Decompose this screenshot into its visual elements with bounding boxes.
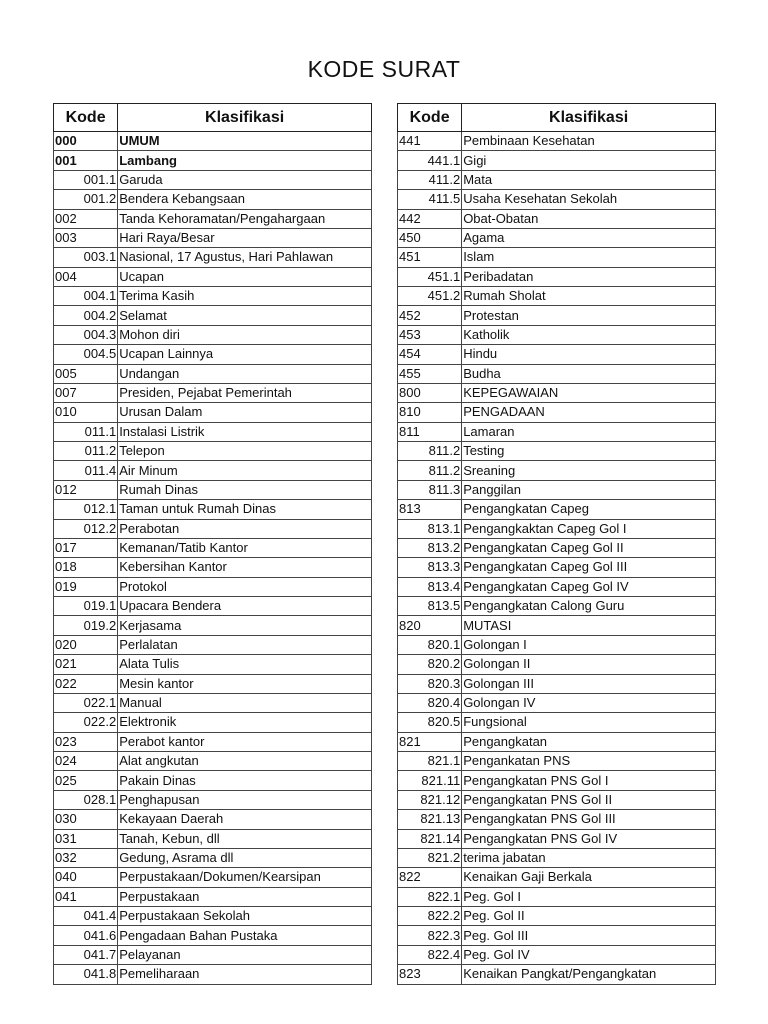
table-header-row [54,104,372,132]
klasifikasi-cell: Perpustakaan/Dokumen/Kearsipan [118,868,372,887]
klasifikasi-cell: Taman untuk Rumah Dinas [118,500,372,519]
table-row [54,538,372,557]
klasifikasi-cell: Peg. Gol II [462,907,716,926]
klasifikasi-cell: Pakain Dinas [118,771,372,790]
table-row [54,422,372,441]
kode-cell: 813.5 [398,597,462,616]
klasifikasi-cell: Golongan I [462,635,716,654]
kode-cell: 821.12 [398,790,462,809]
table-row [54,132,372,151]
table-row [398,287,716,306]
klasifikasi-cell: Garuda [118,170,372,189]
kode-cell: 822.1 [398,887,462,906]
kode-cell: 821.2 [398,848,462,867]
table-row [398,810,716,829]
kode-cell: 040 [54,868,118,887]
klasifikasi-cell: Pengankatan PNS [462,752,716,771]
table-row [398,887,716,906]
kode-table-right [397,103,716,985]
klasifikasi-cell: Ucapan Lainnya [118,345,372,364]
klasifikasi-cell: Ucapan [118,267,372,286]
kode-cell: 451 [398,248,462,267]
table-row [54,848,372,867]
table-row [398,848,716,867]
klasifikasi-cell: Kerjasama [118,616,372,635]
kode-cell: 024 [54,752,118,771]
klasifikasi-cell: Hari Raya/Besar [118,228,372,247]
table-row [54,674,372,693]
table-row [54,500,372,519]
klasifikasi-cell: Perpustakaan Sekolah [118,907,372,926]
table-row [398,209,716,228]
kode-cell: 019 [54,577,118,596]
klasifikasi-cell: Sreaning [462,461,716,480]
klasifikasi-cell: Nasional, 17 Agustus, Hari Pahlawan [118,248,372,267]
klasifikasi-cell: Instalasi Listrik [118,422,372,441]
kode-cell: 821.11 [398,771,462,790]
kode-cell: 001 [54,151,118,170]
table-row [54,403,372,422]
klasifikasi-cell: Pengangkaktan Capeg Gol I [462,519,716,538]
table-row [398,132,716,151]
klasifikasi-cell: Kenaikan Gaji Berkala [462,868,716,887]
kode-cell: 041.4 [54,907,118,926]
table-row [54,519,372,538]
kode-cell: 411.5 [398,190,462,209]
table-row [398,616,716,635]
kode-cell: 031 [54,829,118,848]
klasifikasi-cell: Kekayaan Daerah [118,810,372,829]
kode-cell: 022.1 [54,693,118,712]
table-row [54,655,372,674]
kode-cell: 453 [398,325,462,344]
klasifikasi-cell: Protokol [118,577,372,596]
kode-cell: 813.2 [398,538,462,557]
klasifikasi-cell: Obat-Obatan [462,209,716,228]
kode-cell: 020 [54,635,118,654]
table-row [54,325,372,344]
klasifikasi-cell: Pengangkatan Calong Guru [462,597,716,616]
table-row [398,151,716,170]
kode-cell: 813.1 [398,519,462,538]
klasifikasi-cell: Perlalatan [118,635,372,654]
kode-cell: 028.1 [54,790,118,809]
table-row [54,752,372,771]
kode-cell: 813.3 [398,558,462,577]
kode-cell: 004.1 [54,287,118,306]
kode-cell: 441.1 [398,151,462,170]
klasifikasi-cell: Perpustakaan [118,887,372,906]
table-row [398,480,716,499]
klasifikasi-cell: Peribadatan [462,267,716,286]
kode-cell: 452 [398,306,462,325]
kode-cell: 012.1 [54,500,118,519]
kode-cell: 811.2 [398,461,462,480]
kode-table-left [53,103,372,985]
kode-cell: 041.7 [54,945,118,964]
kode-cell: 001.1 [54,170,118,189]
klasifikasi-cell: Budha [462,364,716,383]
kode-cell: 017 [54,538,118,557]
table-row [398,519,716,538]
kode-column-header: Kode [54,104,118,132]
table-row [398,461,716,480]
table-row [398,325,716,344]
klasifikasi-cell: Penghapusan [118,790,372,809]
kode-cell: 011.4 [54,461,118,480]
klasifikasi-cell: Upacara Bendera [118,597,372,616]
kode-cell: 822.2 [398,907,462,926]
kode-cell: 811.3 [398,480,462,499]
kode-cell: 003 [54,228,118,247]
table-row [54,461,372,480]
klasifikasi-cell: Peg. Gol I [462,887,716,906]
kode-cell: 822.4 [398,945,462,964]
table-row [54,597,372,616]
kode-cell: 810 [398,403,462,422]
table-row [54,810,372,829]
kode-cell: 822 [398,868,462,887]
kode-cell: 003.1 [54,248,118,267]
kode-cell: 019.1 [54,597,118,616]
kode-cell: 811.2 [398,442,462,461]
kode-cell: 821.1 [398,752,462,771]
klasifikasi-cell: Terima Kasih [118,287,372,306]
klasifikasi-cell: Telepon [118,442,372,461]
table-row [398,170,716,189]
kode-cell: 022.2 [54,713,118,732]
kode-cell: 821.14 [398,829,462,848]
kode-cell: 019.2 [54,616,118,635]
klasifikasi-cell: UMUM [118,132,372,151]
table-row [54,693,372,712]
table-row [54,829,372,848]
klasifikasi-cell: Gedung, Asrama dll [118,848,372,867]
table-row [54,907,372,926]
kode-cell: 041.6 [54,926,118,945]
table-row [398,790,716,809]
table-row [54,364,372,383]
kode-cell: 018 [54,558,118,577]
kode-cell: 820.2 [398,655,462,674]
table-row [54,287,372,306]
klasifikasi-cell: Golongan II [462,655,716,674]
table-row [54,868,372,887]
table-row [398,771,716,790]
kode-cell: 002 [54,209,118,228]
table-row [398,248,716,267]
klasifikasi-cell: Pengangkatan Capeg [462,500,716,519]
klasifikasi-cell: Golongan III [462,674,716,693]
klasifikasi-cell: Lambang [118,151,372,170]
kode-cell: 004.5 [54,345,118,364]
klasifikasi-cell: Pengangkatan PNS Gol II [462,790,716,809]
kode-cell: 005 [54,364,118,383]
klasifikasi-cell: Selamat [118,306,372,325]
klasifikasi-cell: Mesin kantor [118,674,372,693]
kode-cell: 455 [398,364,462,383]
klasifikasi-cell: Mohon diri [118,325,372,344]
kode-cell: 821 [398,732,462,751]
table-row [398,345,716,364]
klasifikasi-cell: Pengangkatan [462,732,716,751]
klasifikasi-cell: Kebersihan Kantor [118,558,372,577]
kode-cell: 041.8 [54,965,118,984]
klasifikasi-cell: Alat angkutan [118,752,372,771]
table-row [54,616,372,635]
klasifikasi-cell: terima jabatan [462,848,716,867]
kode-cell: 442 [398,209,462,228]
kode-cell: 000 [54,132,118,151]
table-row [398,926,716,945]
kode-cell: 032 [54,848,118,867]
klasifikasi-cell: Pengangkatan PNS Gol I [462,771,716,790]
table-row [398,228,716,247]
table-row [54,887,372,906]
table-row [398,577,716,596]
klasifikasi-cell: Pengangkatan PNS Gol III [462,810,716,829]
table-row [398,635,716,654]
klasifikasi-cell: Peg. Gol III [462,926,716,945]
klasifikasi-cell: Testing [462,442,716,461]
klasifikasi-cell: Undangan [118,364,372,383]
table-row [398,829,716,848]
kode-cell: 004 [54,267,118,286]
kode-cell: 820.4 [398,693,462,712]
table-row [54,635,372,654]
kode-cell: 011.2 [54,442,118,461]
table-row [398,945,716,964]
kode-cell: 820.1 [398,635,462,654]
table-row [54,151,372,170]
table-row [54,713,372,732]
klasifikasi-cell: Tanda Kehoramatan/Pengahargaan [118,209,372,228]
table-row [54,577,372,596]
klasifikasi-cell: Pembinaan Kesehatan [462,132,716,151]
kode-column-header: Kode [398,104,462,132]
kode-cell: 001.2 [54,190,118,209]
klasifikasi-cell: Usaha Kesehatan Sekolah [462,190,716,209]
kode-cell: 025 [54,771,118,790]
table-row [398,674,716,693]
klasifikasi-cell: Islam [462,248,716,267]
kode-cell: 813.4 [398,577,462,596]
kode-cell: 820.5 [398,713,462,732]
kode-cell: 023 [54,732,118,751]
klasifikasi-cell: KEPEGAWAIAN [462,383,716,402]
klasifikasi-cell: Peg. Gol IV [462,945,716,964]
table-row [54,945,372,964]
table-row [54,345,372,364]
table-row [398,403,716,422]
klasifikasi-cell: Air Minum [118,461,372,480]
table-row [54,480,372,499]
klasifikasi-column-header: Klasifikasi [118,104,372,132]
table-row [54,383,372,402]
klasifikasi-cell: Protestan [462,306,716,325]
klasifikasi-cell: Fungsional [462,713,716,732]
klasifikasi-cell: Pengangkatan Capeg Gol II [462,538,716,557]
kode-cell: 030 [54,810,118,829]
table-row [398,732,716,751]
klasifikasi-cell: PENGADAAN [462,403,716,422]
kode-cell: 823 [398,965,462,984]
table-row [398,868,716,887]
klasifikasi-cell: Pemeliharaan [118,965,372,984]
kode-cell: 010 [54,403,118,422]
klasifikasi-cell: Pengangkatan Capeg Gol IV [462,577,716,596]
table-row [398,693,716,712]
kode-cell: 007 [54,383,118,402]
klasifikasi-cell: Pengangkatan Capeg Gol III [462,558,716,577]
klasifikasi-cell: Agama [462,228,716,247]
table-row [398,383,716,402]
kode-cell: 451.2 [398,287,462,306]
klasifikasi-cell: Hindu [462,345,716,364]
kode-cell: 012 [54,480,118,499]
table-row [54,248,372,267]
klasifikasi-cell: Kemanan/Tatib Kantor [118,538,372,557]
klasifikasi-cell: Rumah Dinas [118,480,372,499]
table-row [398,267,716,286]
table-row [398,558,716,577]
table-row [398,442,716,461]
kode-cell: 441 [398,132,462,151]
table-row [398,752,716,771]
klasifikasi-cell: Pengadaan Bahan Pustaka [118,926,372,945]
klasifikasi-cell: Panggilan [462,480,716,499]
table-row [54,771,372,790]
table-row [54,790,372,809]
kode-cell: 811 [398,422,462,441]
table-row [54,965,372,984]
kode-cell: 800 [398,383,462,402]
table-row [54,209,372,228]
klasifikasi-cell: Bendera Kebangsaan [118,190,372,209]
table-row [398,907,716,926]
klasifikasi-cell: Pengangkatan PNS Gol IV [462,829,716,848]
kode-cell: 454 [398,345,462,364]
klasifikasi-cell: Presiden, Pejabat Pemerintah [118,383,372,402]
table-row [54,190,372,209]
klasifikasi-cell: Golongan IV [462,693,716,712]
klasifikasi-cell: Perabot kantor [118,732,372,751]
table-row [54,228,372,247]
table-row [54,558,372,577]
kode-cell: 821.13 [398,810,462,829]
kode-cell: 004.2 [54,306,118,325]
table-row [54,267,372,286]
kode-cell: 004.3 [54,325,118,344]
kode-cell: 820.3 [398,674,462,693]
klasifikasi-cell: Mata [462,170,716,189]
table-row [398,500,716,519]
table-row [398,364,716,383]
kode-cell: 822.3 [398,926,462,945]
klasifikasi-cell: Katholik [462,325,716,344]
klasifikasi-cell: Alata Tulis [118,655,372,674]
klasifikasi-cell: Lamaran [462,422,716,441]
table-row [398,538,716,557]
kode-cell: 022 [54,674,118,693]
klasifikasi-cell: Kenaikan Pangkat/Pengangkatan [462,965,716,984]
klasifikasi-cell: Urusan Dalam [118,403,372,422]
klasifikasi-cell: Tanah, Kebun, dll [118,829,372,848]
table-row [398,965,716,984]
table-row [398,655,716,674]
page-title: KODE SURAT [307,56,461,82]
klasifikasi-cell: MUTASI [462,616,716,635]
klasifikasi-column-header: Klasifikasi [462,104,716,132]
table-row [54,442,372,461]
table-row [398,597,716,616]
kode-cell: 011.1 [54,422,118,441]
klasifikasi-cell: Gigi [462,151,716,170]
table-row [398,190,716,209]
kode-cell: 012.2 [54,519,118,538]
table-row [54,732,372,751]
kode-cell: 411.2 [398,170,462,189]
table-row [398,713,716,732]
klasifikasi-cell: Perabotan [118,519,372,538]
kode-cell: 021 [54,655,118,674]
kode-cell: 451.1 [398,267,462,286]
klasifikasi-cell: Elektronik [118,713,372,732]
kode-cell: 450 [398,228,462,247]
table-row [54,926,372,945]
table-header-row [398,104,716,132]
kode-cell: 820 [398,616,462,635]
table-row [398,306,716,325]
table-row [398,422,716,441]
kode-cell: 041 [54,887,118,906]
kode-cell: 813 [398,500,462,519]
table-row [54,170,372,189]
klasifikasi-cell: Rumah Sholat [462,287,716,306]
klasifikasi-cell: Pelayanan [118,945,372,964]
table-row [54,306,372,325]
klasifikasi-cell: Manual [118,693,372,712]
